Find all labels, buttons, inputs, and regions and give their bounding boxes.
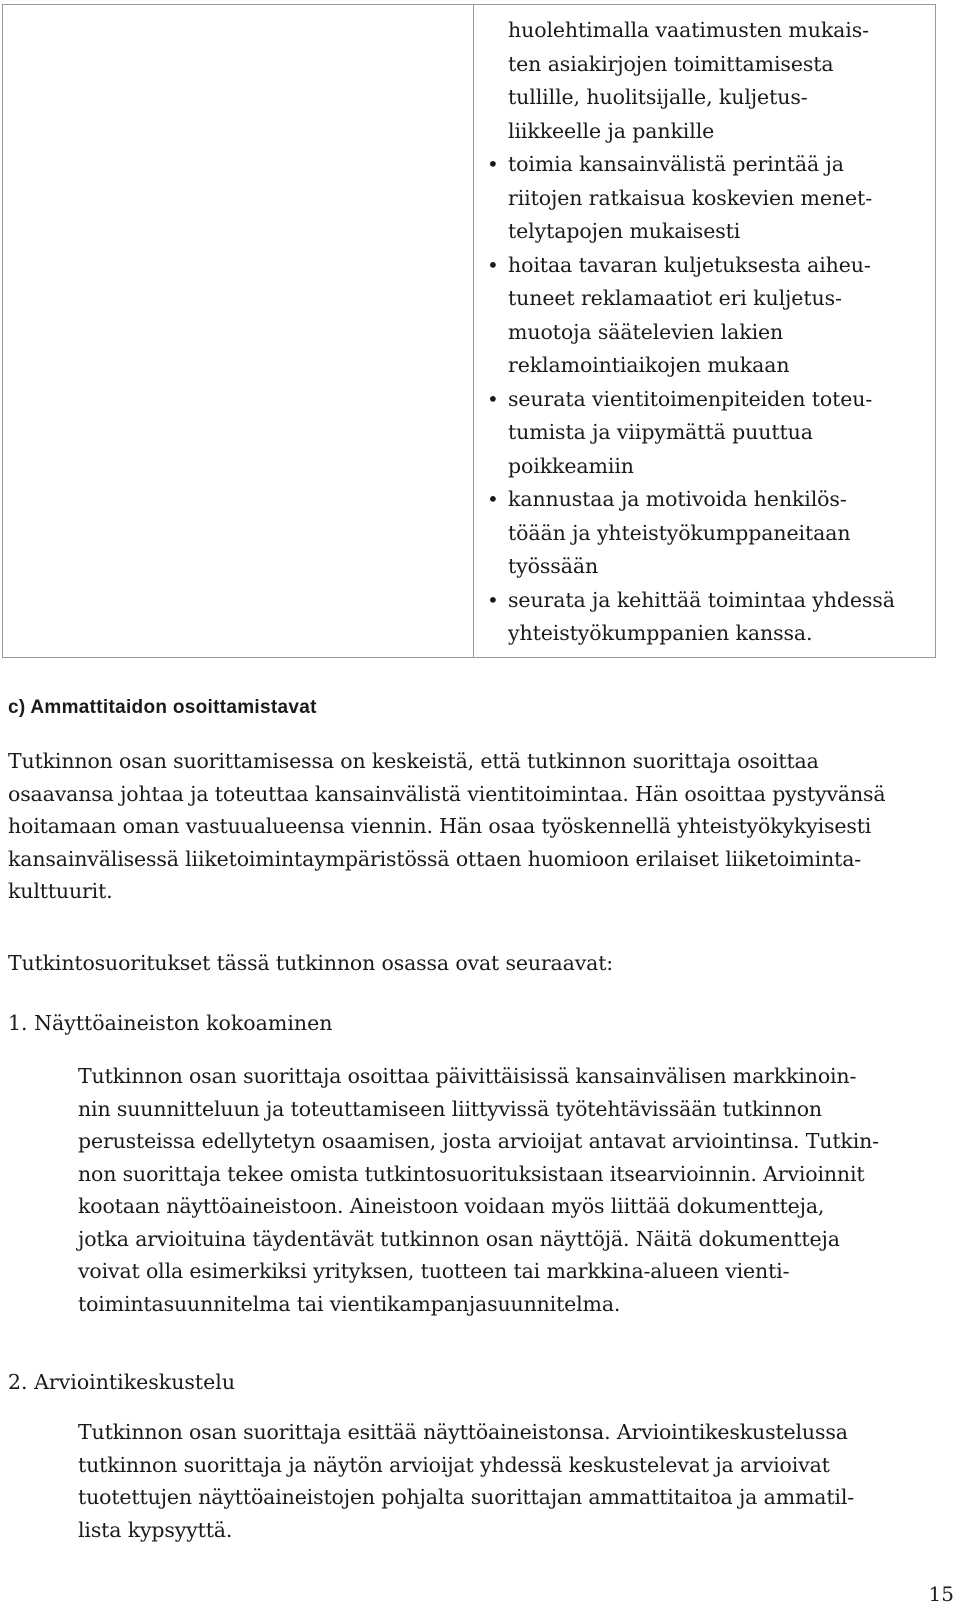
- line-text: toimia kansainvälistä perintää ja: [508, 152, 844, 176]
- text-line: Tutkinnon osan suorittaja esittää näyttöaineistonsa. Arviointikeskustelussa: [78, 1420, 848, 1444]
- text-line: [508, 416, 928, 450]
- line-text: kannustaa ja motivoida henkilös-: [508, 487, 847, 511]
- table-right-column: [487, 14, 928, 651]
- line-text: liikkeelle ja pankille: [508, 118, 715, 143]
- text-line: [508, 617, 928, 651]
- line-text: reklamointiaikojen mukaan: [508, 353, 790, 377]
- page-number: 15: [928, 1582, 954, 1606]
- line-text: työssään: [508, 554, 599, 578]
- text-line: [508, 14, 928, 48]
- text-line: kansainvälisessä liiketoimintaympäristössä ottaen huomioon erilaiset liiketoiminta-: [8, 846, 862, 871]
- text-line: [508, 316, 928, 350]
- text-line: hoitamaan oman vastuualueensa viennin. Hän osaa työskennellä yhteistyökykyisesti: [8, 814, 872, 838]
- line-text: poikkeamiin: [508, 453, 634, 478]
- line-text: hoitaa tavaran kuljetuksesta aiheu-: [508, 252, 871, 277]
- bullet-icon: •: [487, 252, 499, 277]
- text-line: nin suunnitteluun ja toteuttamiseen liittyvissä työtehtävissään tutkinnon: [78, 1096, 822, 1121]
- line-text: muotoja säätelevien lakien: [508, 319, 784, 344]
- text-line: [508, 182, 928, 216]
- bullet-item-line: [487, 383, 928, 417]
- subtitle-text: Tutkintosuoritukset tässä tutkinnon osassa ovat seuraavat:: [8, 951, 614, 975]
- text-line: jotka arvioituina täydentävät tutkinnon osan näyttöjä. Näitä dokumentteja: [78, 1226, 840, 1251]
- line-text: tumista ja viipymättä puuttua: [508, 420, 813, 444]
- text-line: [508, 282, 928, 316]
- text-line: [508, 450, 928, 484]
- text-line: tutkinnon suorittaja ja näytön arvioijat yhdessä keskustelevat ja arvioivat: [78, 1452, 830, 1477]
- item-1-paragraph: [78, 1060, 879, 1320]
- line-text: huolehtimalla vaatimusten mukais-: [508, 18, 870, 42]
- table-column-divider: [473, 5, 474, 657]
- text-line: perusteissa edellytetyn osaamisen, josta arvioijat antavat arviointinsa. Tutkin-: [78, 1129, 879, 1153]
- line-text: tullille, huolitsijalle, kuljetus-: [508, 85, 808, 109]
- bullet-item-line: [487, 148, 928, 182]
- text-line: lista kypsyyttä.: [78, 1517, 233, 1542]
- text-line: kulttuurit.: [8, 879, 113, 903]
- line-text: ten asiakirjojen toimittamisesta: [508, 51, 834, 76]
- text-line: [508, 115, 928, 149]
- bullet-icon: •: [487, 487, 499, 511]
- line-text: seurata ja kehittää toimintaa yhdessä: [508, 587, 895, 612]
- text-line: toimintasuunnitelma tai vientikampanjasuunnitelma.: [78, 1291, 621, 1316]
- text-line: non suorittaja tekee omista tutkintosuorituksistaan itsearvioinnin. Arvioinnit: [78, 1161, 865, 1186]
- line-text: telytapojen mukaisesti: [508, 219, 741, 243]
- bullet-item-line: [487, 483, 928, 517]
- bullet-item-line: [487, 584, 928, 618]
- line-text: seurata vientitoimenpiteiden toteu-: [508, 386, 873, 411]
- bullet-icon: •: [487, 386, 499, 411]
- line-text: yhteistyökumppanien kanssa.: [508, 621, 813, 645]
- text-line: [508, 550, 928, 584]
- text-line: osaavansa johtaa ja toteuttaa kansainvälistä vientitoimintaa. Hän osoittaa pystyvänsä: [8, 781, 886, 806]
- item-2-paragraph: [78, 1416, 854, 1546]
- text-line: voivat olla esimerkiksi yrityksen, tuotteen tai markkina-alueen vienti-: [78, 1259, 790, 1283]
- text-line: [508, 48, 928, 82]
- line-text: riitojen ratkaisua koskevien menet-: [508, 185, 873, 210]
- text-line: Tutkinnon osan suorittamisessa on keskeistä, että tutkinnon suorittaja osoittaa: [8, 749, 819, 773]
- bullet-icon: •: [487, 152, 499, 176]
- text-line: tuotettujen näyttöaineistojen pohjalta suorittajan ammattitaitoa ja ammatil-: [78, 1485, 855, 1509]
- subtitle-line: [8, 947, 613, 980]
- text-line: Tutkinnon osan suorittaja osoittaa päivittäisissä kansainvälisen markkinoin-: [78, 1064, 857, 1088]
- bullet-item-line: [487, 249, 928, 283]
- line-text: töään ja yhteistyökumppaneitaan: [508, 520, 851, 545]
- item-1-title: 1. Näyttöaineiston kokoaminen: [8, 1011, 333, 1035]
- text-line: [508, 81, 928, 115]
- text-line: [508, 517, 928, 551]
- bullet-icon: •: [487, 587, 499, 612]
- intro-paragraph: [8, 745, 886, 908]
- item-2-title: 2. Arviointikeskustelu: [8, 1370, 236, 1394]
- section-heading: c) Ammattitaidon osoittamistavat: [8, 697, 317, 718]
- text-line: [508, 349, 928, 383]
- text-line: kootaan näyttöaineistoon. Aineistoon voidaan myös liittää dokumentteja,: [78, 1194, 825, 1218]
- line-text: tuneet reklamaatiot eri kuljetus-: [508, 286, 842, 310]
- text-line: [508, 215, 928, 249]
